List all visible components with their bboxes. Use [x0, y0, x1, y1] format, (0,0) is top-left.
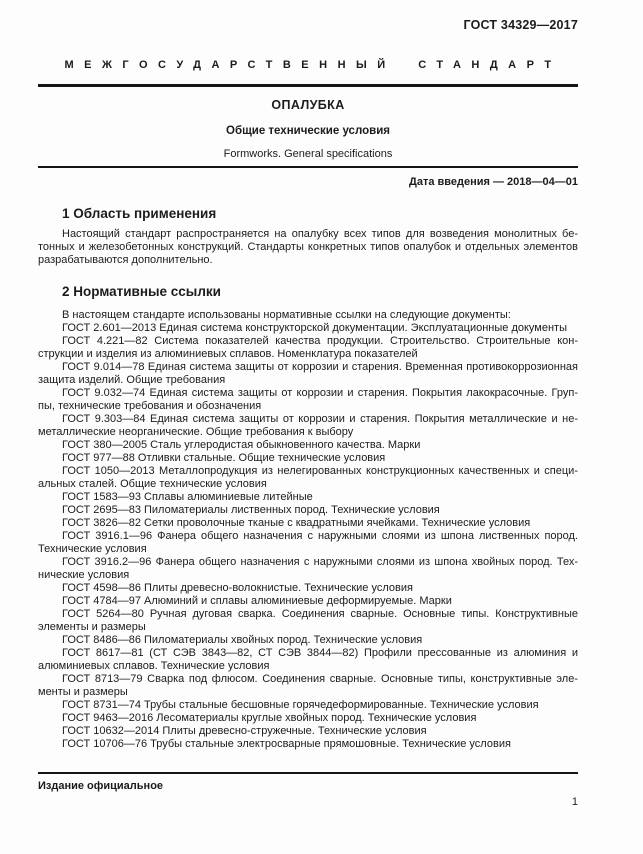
reference-item: ГОСТ 380—2005 Сталь углеродистая обыкновенного качества. Марки	[62, 439, 421, 451]
reference-item: ГОСТ 1050—2013 Металлопродукция из нелегированных конструкционных качественных и специальных сталей. Общие технические условия	[38, 465, 578, 490]
reference-item: ГОСТ 9.014—78 Единая система защиты от коррозии и старения. Временная противокоррозионная защита изделий. Общие требования	[38, 361, 578, 386]
reference-item: ГОСТ 3916.1—96 Фанера общего назначения с наружными слоями из шпона лиственных пород. Технические условия	[38, 530, 578, 555]
reference-item: ГОСТ 3826—82 Сетки проволочные тканые с квадратными ячейками. Технические условия	[62, 517, 531, 529]
page-number: 1	[571, 796, 578, 808]
reference-item: ГОСТ 8617—81 (СТ СЭВ 3843—82, СТ СЭВ 3844—82) Профили прессованные из алюминия и алюминиевых сплавов. Технические условия	[38, 647, 578, 672]
standard-type-label: МЕЖГОСУДАРСТВЕННЫЙ СТАНДАРТ	[64, 59, 562, 71]
reference-item: ГОСТ 4.221—82 Система показателей качества продукции. Строительство. Строительные конструкции и изделия из алюминиевых сплавов. Номенклатура показателей	[38, 335, 578, 360]
effective-date: Дата введения — 2018—04—01	[409, 176, 578, 188]
reference-item: ГОСТ 4784—97 Алюминий и сплавы алюминиевые деформируемые. Марки	[62, 595, 452, 607]
edition-note: Издание официальное	[38, 780, 164, 792]
doc-title-english: Formworks. General specifications	[223, 148, 393, 160]
header-rule-top	[38, 84, 578, 87]
section-1-paragraph: Настоящий стандарт распространяется на опалубку всех типов для возведения монолитных бетонных и железобетонных конструкций. Стандарты конкретных типов опалубок и отдельных элементов разрабатываются дополнительно.	[38, 228, 578, 266]
references-block	[38, 309, 578, 751]
reference-item: ГОСТ 2695—83 Пиломатериалы лиственных пород. Технические условия	[62, 504, 440, 516]
section-2-heading: 2 Нормативные ссылки	[62, 284, 221, 299]
section-1-heading: 1 Область применения	[62, 206, 217, 221]
reference-item: ГОСТ 1583—93 Сплавы алюминиевые литейные	[62, 491, 313, 503]
reference-item: ГОСТ 8731—74 Трубы стальные бесшовные горячедеформированные. Технические условия	[62, 699, 539, 711]
reference-item: ГОСТ 8486—86 Пиломатериалы хвойных пород. Технические условия	[62, 634, 423, 646]
reference-item: ГОСТ 5264—80 Ручная дуговая сварка. Соединения сварные. Основные типы. Конструктивные элементы и размеры	[38, 608, 578, 633]
footer-rule	[38, 772, 578, 774]
doc-title: ОПАЛУБКА	[271, 98, 345, 112]
references-list	[38, 322, 578, 751]
doc-subtitle: Общие технические условия	[226, 125, 390, 137]
reference-item: ГОСТ 9.032—74 Единая система защиты от коррозии и старения. Покрытия лакокрасочные. Группы, технические требования и обозначения	[38, 387, 578, 412]
header-rule-bottom	[38, 166, 578, 168]
doc-number: ГОСТ 34329—2017	[463, 18, 578, 32]
reference-item: ГОСТ 9463—2016 Лесоматериалы круглые хвойных пород. Технические условия	[62, 712, 477, 724]
reference-item: ГОСТ 9.303—84 Единая система защиты от коррозии и старения. Покрытия металлические и неметаллические неорганические. Общие требования к выбору	[38, 413, 578, 438]
references-intro: В настоящем стандарте использованы нормативные ссылки на следующие документы:	[62, 309, 511, 321]
reference-item: ГОСТ 8713—79 Сварка под флюсом. Соединения сварные. Основные типы, конструктивные элементы и размеры	[38, 673, 578, 698]
reference-item: ГОСТ 2.601—2013 Единая система конструкторской документации. Эксплуатационные документы	[62, 322, 568, 334]
reference-item: ГОСТ 10632—2014 Плиты древесно-стружечные. Технические условия	[62, 725, 427, 737]
reference-item: ГОСТ 3916.2—96 Фанера общего назначения с наружными слоями из шпона хвойных пород. Технические условия	[38, 556, 578, 581]
page-content	[38, 0, 578, 751]
reference-item: ГОСТ 977—88 Отливки стальные. Общие технические условия	[62, 452, 386, 464]
reference-item: ГОСТ 4598—86 Плиты древесно-волокнистые. Технические условия	[62, 582, 413, 594]
reference-item: ГОСТ 10706—76 Трубы стальные электросварные прямошовные. Технические условия	[62, 738, 511, 750]
